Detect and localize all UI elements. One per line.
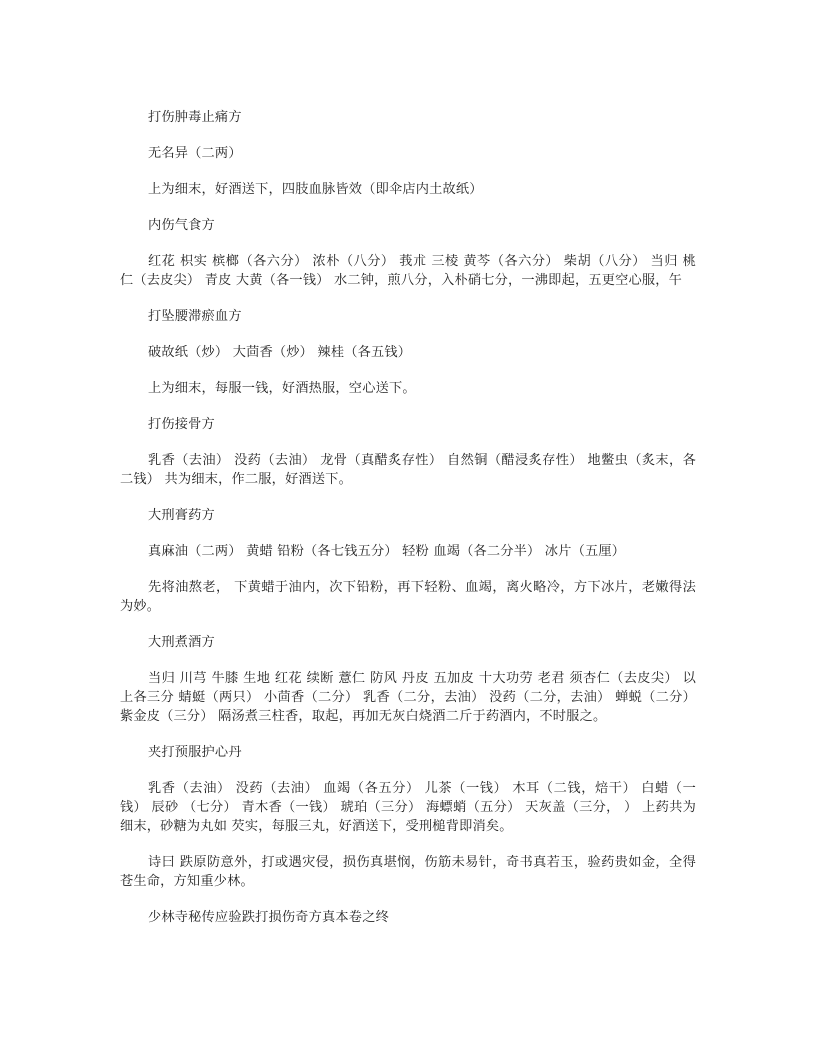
ingredient-line: 当归 川芎 牛膝 生地 红花 续断 薏仁 防风 丹皮 五加皮 十大功劳 老君 须杏仁（去皮尖） 以上各三分 蜻蜓（两只） 小茴香（二分） 乳香（二分，去油） 没药（二分，去油） 蝉蜕（二分） 紫金皮（三分） 隔汤煮三柱香，取起，再加无灰白烧酒二斤于药酒内，不时服之。 — [120, 671, 696, 724]
recipe-title-plaster: 大刑膏药方 — [148, 508, 215, 523]
recipe-title-wine: 大刑煮酒方 — [148, 635, 215, 650]
ingredient-line: 无名异（二两） — [148, 146, 242, 161]
instruction-line: 上为细末，好酒送下，四肢血脉皆效（即伞店内土故纸） — [148, 182, 483, 197]
poem-line: 诗曰 跌原防意外，打或遇灾侵，损伤真堪悯，伤筋未易针，奇书真若玉，验药贵如金，全得 苍生命，方知重少林。 — [120, 855, 696, 889]
recipe-title-swelling-pain: 打伤肿毒止痛方 — [148, 110, 242, 125]
ingredient-line: 乳香（去油） 没药（去油） 血竭（各五分） 儿茶（一钱） 木耳（二钱，焙干） 白蜡（一钱） 辰砂 （七分） 青木香（一钱） 琥珀（三分） 海螵蛸（五分） 天灰盖（三分， ） 上药共为细末，砂糖为丸如 芡实，每服三丸，好酒送下，受刑槌背即消矣。 — [120, 781, 696, 834]
ingredient-line: 真麻油（二两） 黄蜡 铅粉（各七钱五分） 轻粉 血竭（各二分半） 冰片（五厘） — [148, 544, 626, 559]
instruction-line: 上为细末，每服一钱，好酒热服，空心送下。 — [148, 381, 416, 396]
instruction-line: 先将油熬老， 下黄蜡于油内，次下铅粉，再下轻粉、血竭，离火略冷，方下冰片，老嫩得法为妙。 — [120, 580, 696, 614]
recipe-title-heart-pill: 夹打预服护心丹 — [148, 745, 242, 760]
ingredient-line: 破故纸（炒） 大茴香（炒） 辣桂（各五钱） — [148, 345, 412, 360]
recipe-title-bone-setting: 打伤接骨方 — [148, 417, 215, 432]
ingredient-line: 红花 枳实 槟榔（各六分） 浓朴（八分） 莪朮 三棱 黄芩（各六分） 柴胡（八分） 当归 桃仁（去皮尖） 青皮 大黄（各一钱） 水二钟，煎八分，入朴硝七分，一沸即起，五更空心服，午 — [120, 254, 696, 288]
recipe-title-internal-injury: 内伤气食方 — [148, 218, 215, 233]
ingredient-line: 乳香（去油） 没药（去油） 龙骨（真醋炙存性） 自然铜（醋浸炙存性） 地鳖虫（炙末，各 二钱） 共为细末，作二服，好酒送下。 — [120, 453, 696, 487]
closing-line: 少林寺秘传应验跌打损伤奇方真本卷之终 — [148, 910, 389, 925]
document-body — [120, 108, 696, 927]
recipe-title-back-stasis: 打坠腰滞瘀血方 — [148, 309, 242, 324]
